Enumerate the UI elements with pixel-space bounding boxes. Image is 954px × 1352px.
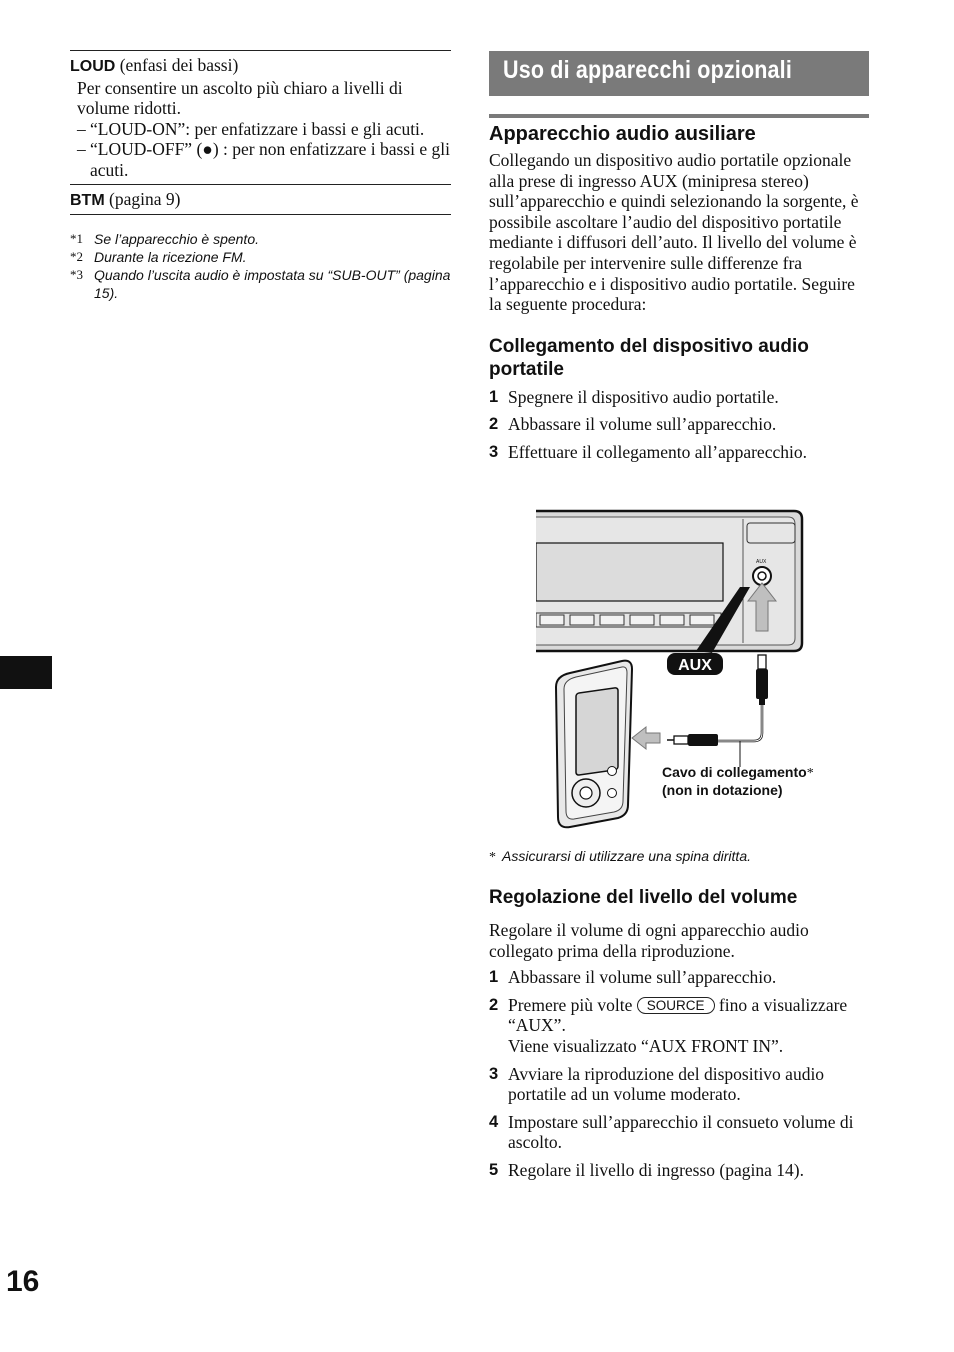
step-text-continued: fino a visualizzare “AUX”. xyxy=(508,994,848,1036)
banner-title: Uso di apparecchi opzionali xyxy=(503,56,792,84)
section-banner xyxy=(489,51,869,96)
step-text: Premere più volte xyxy=(508,994,637,1015)
step-text: Abbassare il volume sull’apparecchio. xyxy=(508,414,777,435)
loud-heading xyxy=(70,55,451,78)
volume-steps xyxy=(489,967,869,1180)
footnote-1-mark: *1 xyxy=(70,231,83,247)
section-thumb-tab xyxy=(0,656,52,689)
source-button: SOURCE xyxy=(637,997,715,1014)
connect-step-2 xyxy=(489,414,869,435)
volume-step-5 xyxy=(489,1160,869,1181)
footnote-1-text: Se l’apparecchio è spento. xyxy=(94,231,259,248)
aux-jack-label: AUX xyxy=(756,559,767,565)
volume-title: Regolazione del livello del volume xyxy=(489,887,798,908)
loud-term: LOUD xyxy=(70,58,116,75)
step-number: 5 xyxy=(489,1160,499,1179)
volume-step-3 xyxy=(489,1064,869,1105)
connect-step-1 xyxy=(489,387,869,408)
figure-footnote-text: Assicurarsi di utilizzare una spina diritta. xyxy=(502,848,751,864)
connect-title: Collegamento del dispositivo audio portatile xyxy=(489,335,809,380)
aux-tag-label: AUX xyxy=(678,657,712,674)
table-bottom-rule xyxy=(70,214,451,215)
loud-on-text: “LOUD-ON”: per enfatizzare i bassi e gli acuti. xyxy=(90,118,425,139)
figure-footnote xyxy=(489,848,751,866)
step-number: 2 xyxy=(489,995,499,1014)
aux-connection-svg xyxy=(536,505,836,835)
aux-connection-illustration xyxy=(536,505,836,835)
btm-term: BTM xyxy=(70,191,105,209)
loud-off-text: “LOUD-OFF” (●) : per non enfatizzare i bassi e gli acuti. xyxy=(90,139,450,180)
step-number: 2 xyxy=(489,415,499,434)
footnote-3-text: Quando l’uscita audio è impostata su “SUB-OUT” (pagina 15). xyxy=(94,267,451,302)
connect-steps xyxy=(489,387,869,463)
step-text: Avviare la riproduzione del dispositivo audio portatile ad un volume moderato. xyxy=(508,1063,825,1105)
step-text: Impostare sull’apparecchio il consueto volume di ascolto. xyxy=(508,1111,854,1153)
step-text: Regolare il livello di ingresso (pagina 14). xyxy=(508,1159,804,1180)
connect-step-3 xyxy=(489,442,869,463)
right-column xyxy=(489,51,869,470)
volume-step-1 xyxy=(489,967,869,988)
footnote-3-mark: *3 xyxy=(70,267,83,283)
intro-paragraph: Collegando un dispositivo audio portatile opzionale alla prese di ingresso AUX (minipresa stereo) sull’apparecchio e quindi selezionando la sorgente, è possibile ascoltare l’audio del dispositivo portatile mediante i diffusori dell’auto. Il livello del volume è regolabile per intervenire sulle differenze fra l’apparecchio e i dispositivo audio portatile. Seguire la seguente procedura: xyxy=(489,150,859,315)
step-result-text: Viene visualizzato “AUX FRONT IN”. xyxy=(508,1035,784,1056)
btm-entry xyxy=(70,184,451,215)
volume-intro: Regolare il volume di ogni apparecchio audio collegato prima della riproduzione. xyxy=(489,920,809,961)
banner-rule xyxy=(489,114,869,118)
cable-label-line2: (non in dotazione) xyxy=(662,782,783,798)
btm-term-note: (pagina 9) xyxy=(104,188,181,209)
footnote-1 xyxy=(70,230,451,248)
loud-on-item: – “LOUD-ON”: per enfatizzare i bassi e gli acuti. xyxy=(77,118,425,139)
step-number: 1 xyxy=(489,968,499,987)
left-column xyxy=(70,50,451,302)
step-text: Effettuare il collegamento all’apparecchio. xyxy=(508,441,807,462)
footnote-2-text: Durante la ricezione FM. xyxy=(94,249,247,266)
volume-step-2 xyxy=(489,995,869,1057)
loud-off-item: – “LOUD-OFF” (●) : per non enfatizzare i bassi e gli acuti. xyxy=(77,139,450,180)
step-number: 3 xyxy=(489,1064,499,1083)
footnote-2-mark: *2 xyxy=(70,249,83,265)
section-title: Apparecchio audio ausiliare xyxy=(489,123,756,145)
step-text: Abbassare il volume sull’apparecchio. xyxy=(508,967,777,988)
portable-audio-player xyxy=(556,661,632,828)
step-number: 4 xyxy=(489,1112,499,1131)
footnote-3 xyxy=(70,266,451,302)
page-number: 16 xyxy=(6,1265,40,1298)
figure-footnote-mark: * xyxy=(489,850,496,865)
footnotes xyxy=(70,230,451,302)
step-number: 3 xyxy=(489,442,499,461)
plug-direction-arrow-icon xyxy=(632,727,660,749)
step-number: 1 xyxy=(489,387,499,406)
loud-term-note: (enfasi dei bassi) xyxy=(115,55,239,75)
step-text: Spegnere il dispositivo audio portatile. xyxy=(508,386,779,407)
loud-entry xyxy=(70,50,451,184)
loud-description: Per consentire un ascolto più chiaro a livelli di volume ridotti. xyxy=(77,77,403,119)
footnote-2 xyxy=(70,248,451,266)
volume-section xyxy=(489,886,869,1188)
cable-label-line1: Cavo di collegamento* xyxy=(662,764,814,781)
aux-tag xyxy=(667,653,723,675)
volume-step-4 xyxy=(489,1112,869,1153)
